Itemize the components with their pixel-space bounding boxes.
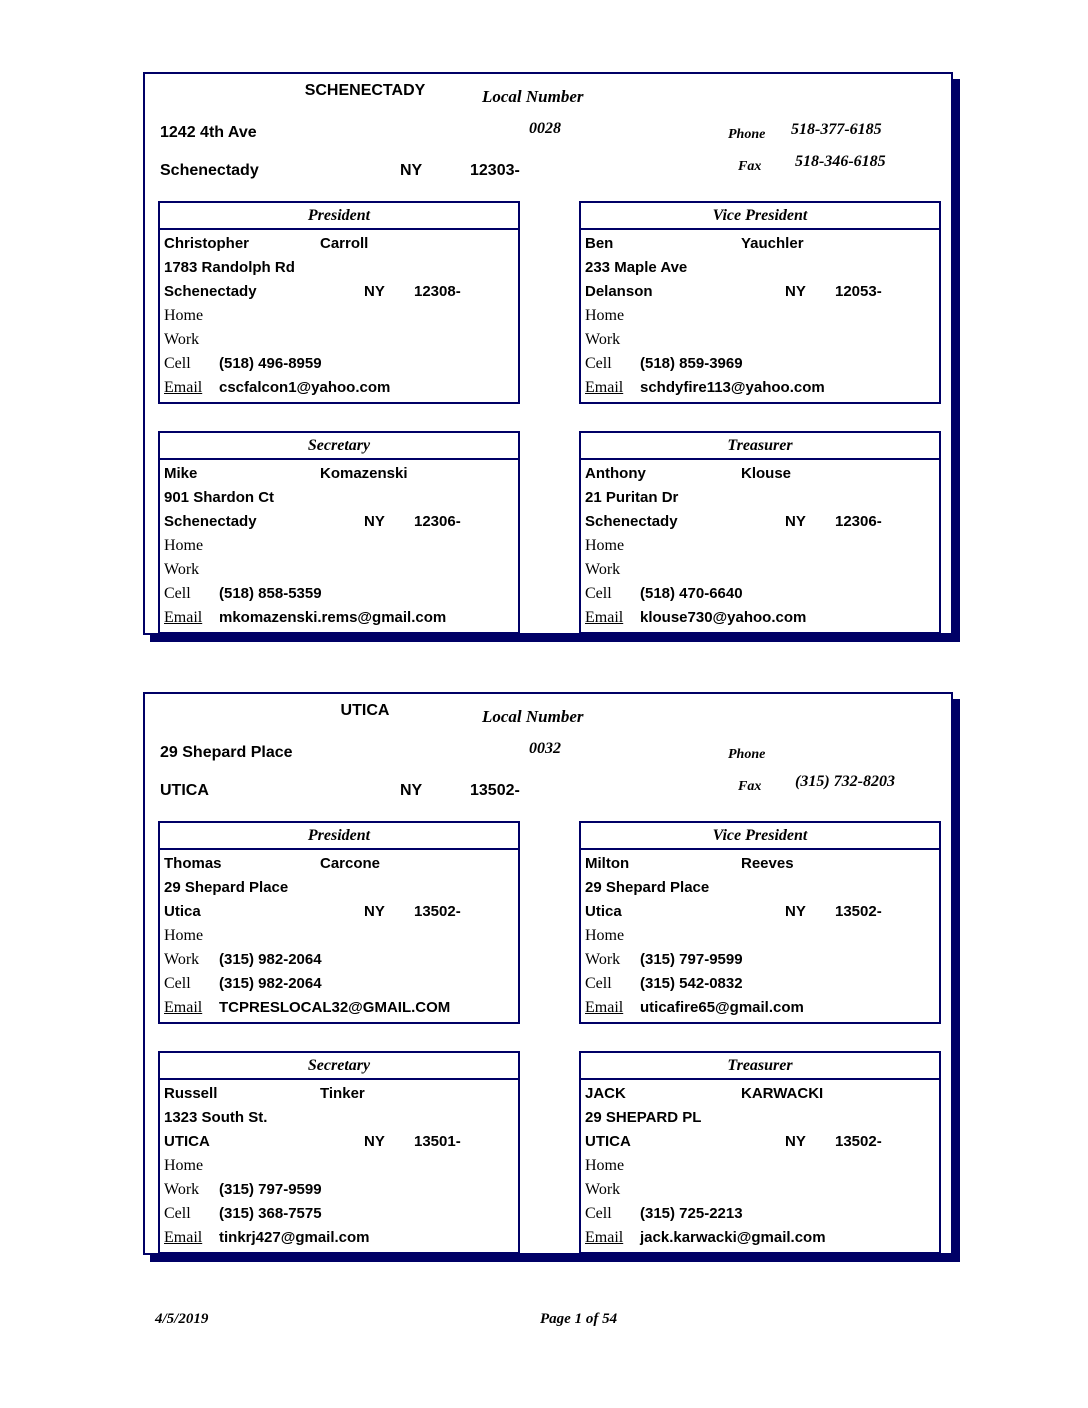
officer-body	[160, 850, 518, 1020]
officer-street: 233 Maple Ave	[585, 259, 688, 276]
officer-card-president	[158, 821, 520, 1024]
work-label: Work	[585, 561, 621, 578]
fax-label: Fax	[738, 159, 762, 174]
local-number-value: 0032	[529, 740, 561, 757]
officer-last-name: KARWACKI	[741, 1085, 824, 1102]
work-label: Work	[164, 951, 200, 968]
email-value: cscfalcon1@yahoo.com	[219, 379, 391, 396]
work-label: Work	[164, 1181, 200, 1198]
officer-street: 29 Shepard Place	[585, 879, 710, 896]
work-label: Work	[585, 1181, 621, 1198]
local-city-line	[160, 162, 580, 180]
officer-first-name: JACK	[585, 1085, 626, 1102]
phone-label: Phone	[728, 747, 766, 762]
email-value: klouse730@yahoo.com	[640, 609, 807, 626]
email-label: Email	[585, 379, 624, 396]
officer-state: NY	[364, 903, 385, 920]
local-number-label: Local Number	[482, 87, 584, 106]
officer-state: NY	[785, 283, 806, 300]
officer-zip: 13501-	[414, 1133, 461, 1150]
fax-label: Fax	[738, 779, 762, 794]
officer-street: 29 Shepard Place	[164, 879, 289, 896]
home-label: Home	[585, 537, 625, 554]
local-city: Schenectady	[160, 162, 259, 179]
officer-city: Schenectady	[164, 513, 257, 530]
local-name: UTICA	[340, 702, 390, 719]
officer-zip: 13502-	[835, 1133, 882, 1150]
officer-zip: 12306-	[414, 513, 461, 530]
officer-body	[581, 460, 939, 630]
home-label: Home	[164, 537, 204, 554]
officer-state: NY	[785, 513, 806, 530]
cell-value: (315) 725-2213	[640, 1205, 743, 1222]
email-value: mkomazenski.rems@gmail.com	[219, 609, 447, 626]
fax-value: (315) 732-8203	[795, 773, 895, 790]
work-label: Work	[164, 331, 200, 348]
footer-page-number: Page 1 of 54	[540, 1311, 618, 1327]
local-zip: 12303-	[470, 162, 520, 179]
officer-card-secretary	[158, 431, 520, 634]
local-header	[145, 74, 951, 200]
local-number-label: Local Number	[482, 707, 584, 726]
cell-value: (518) 470-6640	[640, 585, 743, 602]
officer-card-vice-president	[579, 201, 941, 404]
email-label: Email	[164, 609, 203, 626]
footer-date: 4/5/2019	[155, 1311, 209, 1327]
fax-value: 518-346-6185	[795, 153, 886, 170]
officer-first-name: Mike	[164, 465, 198, 482]
email-value: uticafire65@gmail.com	[640, 999, 804, 1016]
officer-card-treasurer	[579, 431, 941, 634]
home-label: Home	[164, 927, 204, 944]
cell-value: (518) 859-3969	[640, 355, 743, 372]
officer-title: Treasurer	[581, 1053, 939, 1080]
officer-body	[160, 1080, 518, 1250]
officer-street: 1783 Randolph Rd	[164, 259, 295, 276]
officer-state: NY	[785, 903, 806, 920]
home-label: Home	[585, 927, 625, 944]
home-label: Home	[585, 307, 625, 324]
officer-last-name: Yauchler	[741, 235, 804, 252]
home-label: Home	[164, 307, 204, 324]
work-label: Work	[585, 331, 621, 348]
officer-city: UTICA	[585, 1133, 631, 1150]
officer-state: NY	[785, 1133, 806, 1150]
email-label: Email	[164, 379, 203, 396]
officer-card-vice-president	[579, 821, 941, 1024]
cell-label: Cell	[164, 975, 191, 992]
officer-zip: 12053-	[835, 283, 882, 300]
local-number-value: 0028	[529, 120, 561, 137]
email-value: schdyfire113@yahoo.com	[640, 379, 825, 396]
cell-label: Cell	[585, 355, 612, 372]
cell-value: (315) 982-2064	[219, 975, 322, 992]
officer-last-name: Komazenski	[320, 465, 408, 482]
officer-zip: 12306-	[835, 513, 882, 530]
officer-title: President	[160, 823, 518, 850]
cell-label: Cell	[585, 1205, 612, 1222]
officer-last-name: Klouse	[741, 465, 792, 482]
officer-street: 901 Shardon Ct	[164, 489, 275, 506]
officer-last-name: Reeves	[741, 855, 794, 872]
local-city-line	[160, 782, 580, 800]
officer-title: Secretary	[160, 433, 518, 460]
officer-body	[581, 850, 939, 1020]
home-label: Home	[585, 1157, 625, 1174]
cell-label: Cell	[164, 1205, 191, 1222]
officer-city: Utica	[585, 903, 622, 920]
local-state: NY	[400, 162, 423, 179]
officer-zip: 13502-	[414, 903, 461, 920]
work-value: (315) 797-9599	[640, 951, 743, 968]
local-city: UTICA	[160, 782, 209, 799]
cell-value: (315) 368-7575	[219, 1205, 322, 1222]
officer-card-president	[158, 201, 520, 404]
cell-label: Cell	[585, 975, 612, 992]
email-label: Email	[585, 609, 624, 626]
cell-label: Cell	[585, 585, 612, 602]
officer-first-name: Thomas	[164, 855, 222, 872]
officer-first-name: Russell	[164, 1085, 218, 1102]
officer-title: President	[160, 203, 518, 230]
officer-title: Secretary	[160, 1053, 518, 1080]
officer-body	[581, 1080, 939, 1250]
local-name: SCHENECTADY	[304, 82, 426, 99]
officer-first-name: Christopher	[164, 235, 250, 252]
home-label: Home	[164, 1157, 204, 1174]
work-value: (315) 982-2064	[219, 951, 322, 968]
officer-card-secretary	[158, 1051, 520, 1254]
local-card	[143, 72, 953, 635]
officer-city: Delanson	[585, 283, 653, 300]
officer-street: 21 Puritan Dr	[585, 489, 679, 506]
phone-label: Phone	[728, 127, 766, 142]
local-card	[143, 692, 953, 1255]
officer-last-name: Tinker	[320, 1085, 365, 1102]
officer-title: Vice President	[581, 203, 939, 230]
officer-state: NY	[364, 513, 385, 530]
work-label: Work	[164, 561, 200, 578]
officer-street: 1323 South St.	[164, 1109, 268, 1126]
local-state: NY	[400, 782, 423, 799]
local-zip: 13502-	[470, 782, 520, 799]
officer-last-name: Carroll	[320, 235, 369, 252]
cell-value: (315) 542-0832	[640, 975, 743, 992]
officer-first-name: Ben	[585, 235, 614, 252]
email-label: Email	[164, 1229, 203, 1246]
officer-first-name: Milton	[585, 855, 630, 872]
officer-city: Schenectady	[585, 513, 678, 530]
local-street: 29 Shepard Place	[160, 744, 293, 761]
cell-value: (518) 496-8959	[219, 355, 322, 372]
officer-last-name: Carcone	[320, 855, 381, 872]
officer-title: Vice President	[581, 823, 939, 850]
phone-value: 518-377-6185	[791, 121, 882, 138]
email-value: jack.karwacki@gmail.com	[640, 1229, 826, 1246]
officer-body	[160, 460, 518, 630]
email-label: Email	[585, 1229, 624, 1246]
cell-label: Cell	[164, 355, 191, 372]
officer-title: Treasurer	[581, 433, 939, 460]
cell-value: (518) 858-5359	[219, 585, 322, 602]
local-street: 1242 4th Ave	[160, 124, 257, 141]
work-label: Work	[585, 951, 621, 968]
officer-city: UTICA	[164, 1133, 210, 1150]
officer-street: 29 SHEPARD PL	[585, 1109, 702, 1126]
officer-body	[581, 230, 939, 400]
email-value: TCPRESLOCAL32@GMAIL.COM	[219, 999, 451, 1016]
work-value: (315) 797-9599	[219, 1181, 322, 1198]
officer-zip: 12308-	[414, 283, 461, 300]
officer-city: Utica	[164, 903, 201, 920]
officer-first-name: Anthony	[585, 465, 646, 482]
officer-body	[160, 230, 518, 400]
email-label: Email	[585, 999, 624, 1016]
cell-label: Cell	[164, 585, 191, 602]
email-label: Email	[164, 999, 203, 1016]
officer-state: NY	[364, 283, 385, 300]
local-header	[145, 694, 951, 820]
officer-state: NY	[364, 1133, 385, 1150]
officer-zip: 13502-	[835, 903, 882, 920]
officer-city: Schenectady	[164, 283, 257, 300]
email-value: tinkrj427@gmail.com	[219, 1229, 370, 1246]
officer-card-treasurer	[579, 1051, 941, 1254]
